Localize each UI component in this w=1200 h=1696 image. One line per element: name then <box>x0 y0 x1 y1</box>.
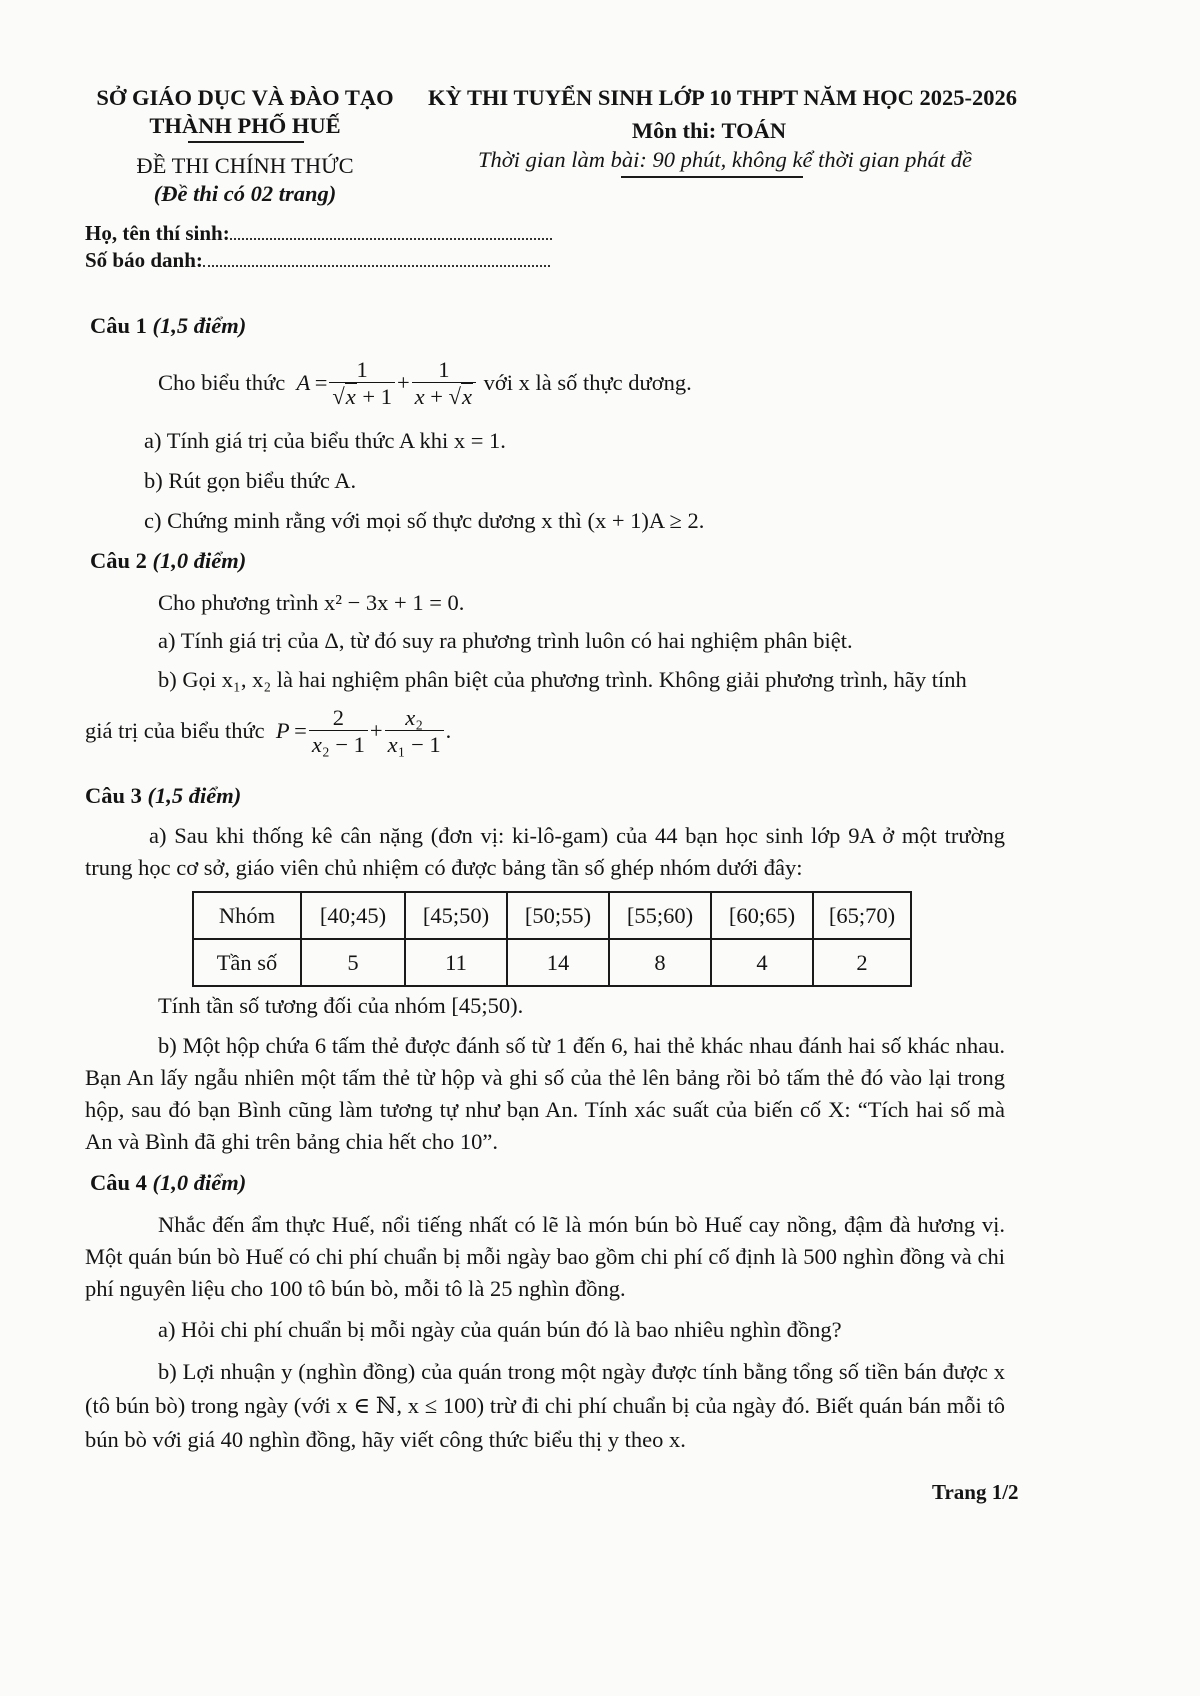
q1-intro: Cho biểu thức A = $\frac{1}{√x + 1}$ + $\frac{1}{x + √x}$ với x là số thực dương. <box>158 356 692 409</box>
frequency-table <box>192 891 912 987</box>
candidate-name-label: Họ, tên thí sinh: <box>85 221 230 245</box>
q4-heading: Câu 4 (1,0 điểm) <box>90 1170 247 1195</box>
candidate-id-field[interactable] <box>85 248 550 273</box>
q1-frac-1: $\frac{1}{√x + 1}$ <box>329 358 395 408</box>
table-cell-frequency: 4 <box>711 939 813 986</box>
q2-frac-1: $\frac{2}{\text{x₂ − 1}}$ <box>309 706 368 756</box>
page-number: Trang 1/2 <box>932 1480 1019 1504</box>
table-cell-frequency: 2 <box>813 939 911 986</box>
city-name: THÀNH PHỐ HUẾ <box>149 113 341 138</box>
q3-part-a: a) Sau khi thống kê cân nặng (đơn vị: ki-lô-gam) của 44 bạn học sinh lớp 9A ở một trường trung học cơ sở, giáo viên chủ nhiệm có được bảng tần số ghép nhóm dưới đây: <box>85 823 1005 880</box>
q1-heading: Câu 1 (1,5 điểm) <box>90 313 247 338</box>
table-row <box>193 939 911 986</box>
duration-underline <box>621 176 803 178</box>
q1-part-a: a) Tính giá trị của biểu thức A khi x = 1. <box>144 428 506 453</box>
official-exam-label: ĐỀ THI CHÍNH THỨC <box>136 153 354 178</box>
table-row-label: Tần số <box>193 939 301 986</box>
table-cell-group: [40;45) <box>301 892 405 939</box>
table-cell-frequency: 5 <box>301 939 405 986</box>
table-row-label: Nhóm <box>193 892 301 939</box>
department-name: SỞ GIÁO DỤC VÀ ĐÀO TẠO <box>96 85 394 110</box>
candidate-id-dots <box>203 264 550 267</box>
table-cell-group: [45;50) <box>405 892 507 939</box>
candidate-name-dots <box>230 237 552 240</box>
q3-part-a-task: Tính tần số tương đối của nhóm [45;50). <box>158 993 524 1018</box>
q3-part-b: b) Một hộp chứa 6 tấm thẻ được đánh số từ 1 đến 6, hai thẻ khác nhau đánh hai số khác nhau. Bạn An lấy ngẫu nhiên một tấm thẻ từ hộp và ghi số của thẻ lên bảng rồi bỏ tấm thẻ đó vào lại trong hộp, sau đó bạn Bình cũng làm tương tự như bạn An. Tính xác suất của biến cố X: “Tích hai số mà An và Bình đã ghi trên bảng chia hết cho 10”. <box>85 1033 1005 1154</box>
candidate-id-label: Số báo danh: <box>85 248 203 272</box>
q1-part-b: b) Rút gọn biểu thức A. <box>144 468 357 493</box>
q2-part-b: b) Gọi x₁, x₂ là hai nghiệm phân biệt của phương trình. Không giải phương trình, hãy tính <box>158 667 967 692</box>
page-count-note: (Đề thi có 02 trang) <box>153 181 337 206</box>
exam-duration: Thời gian làm bài: 90 phút, không kể thời gian phát đề <box>478 147 972 172</box>
table-cell-group: [60;65) <box>711 892 813 939</box>
city-underline <box>188 141 304 143</box>
table-cell-frequency: 14 <box>507 939 609 986</box>
q2-part-b-expression: giá trị của biểu thức P = $\frac{2}{\text{x₂ − 1}}$ + $\frac{\text{x₂}}{\text{x₁ − 1}}$ . <box>85 704 452 757</box>
table-cell-group: [65;70) <box>813 892 911 939</box>
q4-part-b: b) Lợi nhuận y (nghìn đồng) của quán trong một ngày được tính bằng tổng số tiền bán được x (tô bún bò) trong ngày (với x ∈ ℕ, x ≤ 100) trừ đi chi phí chuẩn bị của ngày đó. Biết quán bán mỗi tô bún bò với giá 40 nghìn đồng, hãy viết công thức biểu thị y theo x. <box>85 1359 1005 1452</box>
q2-frac-2: $\frac{\text{x₂}}{\text{x₁ − 1}}$ <box>385 706 444 756</box>
table-cell-group: [50;55) <box>507 892 609 939</box>
table-cell-frequency: 8 <box>609 939 711 986</box>
q2-heading: Câu 2 (1,0 điểm) <box>90 548 247 573</box>
subject: Môn thi: TOÁN <box>631 118 787 143</box>
q1-frac-2: $\frac{1}{x + √x}$ <box>412 358 476 408</box>
q2-intro: Cho phương trình x² − 3x + 1 = 0. <box>158 590 465 615</box>
table-row <box>193 892 911 939</box>
table-cell-frequency: 11 <box>405 939 507 986</box>
q3-heading: Câu 3 (1,5 điểm) <box>85 783 242 808</box>
q2-part-a: a) Tính giá trị của Δ, từ đó suy ra phương trình luôn có hai nghiệm phân biệt. <box>158 628 853 653</box>
exam-title: KỲ THI TUYỂN SINH LỚP 10 THPT NĂM HỌC 2025-2026 <box>428 85 1018 110</box>
q4-intro: Nhắc đến ẩm thực Huế, nổi tiếng nhất có lẽ là món bún bò Huế cay nồng, đậm đà hương vị. Một quán bún bò Huế có chi phí chuẩn bị mỗi ngày bao gồm chi phí cố định là 500 nghìn đồng và chi phí nguyên liệu cho 100 tô bún bò, mỗi tô là 25 nghìn đồng. <box>85 1212 1005 1301</box>
candidate-name-field[interactable] <box>85 221 552 246</box>
table-cell-group: [55;60) <box>609 892 711 939</box>
q1-part-c: c) Chứng minh rằng với mọi số thực dương x thì (x + 1)A ≥ 2. <box>144 508 705 533</box>
q4-part-a: a) Hỏi chi phí chuẩn bị mỗi ngày của quán bún đó là bao nhiêu nghìn đồng? <box>158 1317 842 1342</box>
